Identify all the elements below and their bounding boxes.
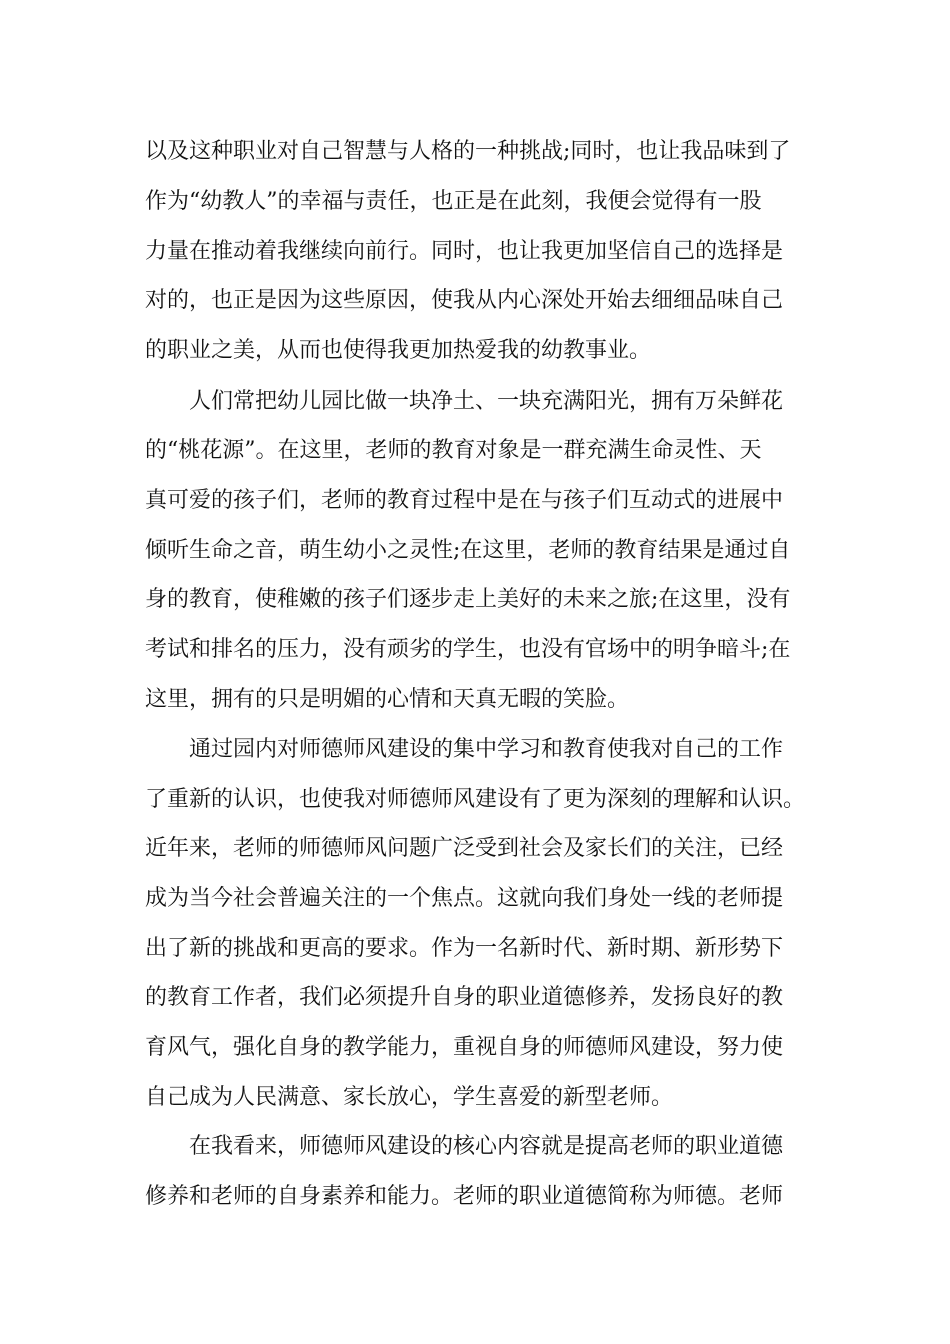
text-line: 成为当今社会普遍关注的一个焦点。这就向我们身处一线的老师提: [145, 886, 784, 911]
text-line: 对的，也正是因为这些原因，使我从内心深处开始去细细品味自己: [145, 288, 784, 313]
paragraph-first-line: 人们常把幼儿园比做一块净土、一块充满阳光，拥有万朵鲜花: [189, 389, 784, 414]
text-line: 倾听生命之音，萌生幼小之灵性;在这里，老师的教育结果是通过自: [145, 538, 791, 563]
text-line: 的职业之美，从而也使得我更加热爱我的幼教事业。: [145, 338, 652, 363]
text-line: 身的教育，使稚嫩的孩子们逐步走上美好的未来之旅;在这里，没有: [145, 587, 791, 612]
text-line: 以及这种职业对自己智慧与人格的一种挑战;同时，也让我品味到了: [145, 139, 791, 164]
text-line: 近年来，老师的师德师风问题广泛受到社会及家长们的关注，已经: [145, 836, 784, 861]
text-line: 自己成为人民满意、家长放心，学生喜爱的新型老师。: [145, 1085, 674, 1110]
text-line: 这里，拥有的只是明媚的心情和天真无暇的笑脸。: [145, 687, 630, 712]
text-line: 育风气，强化自身的教学能力，重视自身的师德师风建设，努力使: [145, 1035, 784, 1060]
text-line: 修养和老师的自身素养和能力。老师的职业道德简称为师德。老师: [145, 1184, 784, 1209]
paragraph-first-line: 在我看来，师德师风建设的核心内容就是提高老师的职业道德: [189, 1134, 784, 1159]
text-line: 的教育工作者，我们必须提升自身的职业道德修养，发扬良好的教: [145, 985, 784, 1010]
paragraph-first-line: 通过园内对师德师风建设的集中学习和教育使我对自己的工作: [189, 737, 784, 762]
text-line: 作为“幼教人”的幸福与责任，也正是在此刻，我便会觉得有一股: [145, 189, 762, 214]
text-line: 的“桃花源”。在这里，老师的教育对象是一群充满生命灵性、天: [145, 438, 762, 463]
text-line: 考试和排名的压力，没有顽劣的学生，也没有官场中的明争暗斗;在: [145, 637, 791, 662]
text-line: 真可爱的孩子们，老师的教育过程中是在与孩子们互动式的进展中: [145, 488, 784, 513]
text-line: 力量在推动着我继续向前行。同时，也让我更加坚信自己的选择是: [145, 239, 784, 264]
text-line: 出了新的挑战和更高的要求。作为一名新时代、新时期、新形势下: [145, 936, 784, 961]
text-line: 了重新的认识，也使我对师德师风建设有了更为深刻的理解和认识。: [145, 787, 806, 812]
